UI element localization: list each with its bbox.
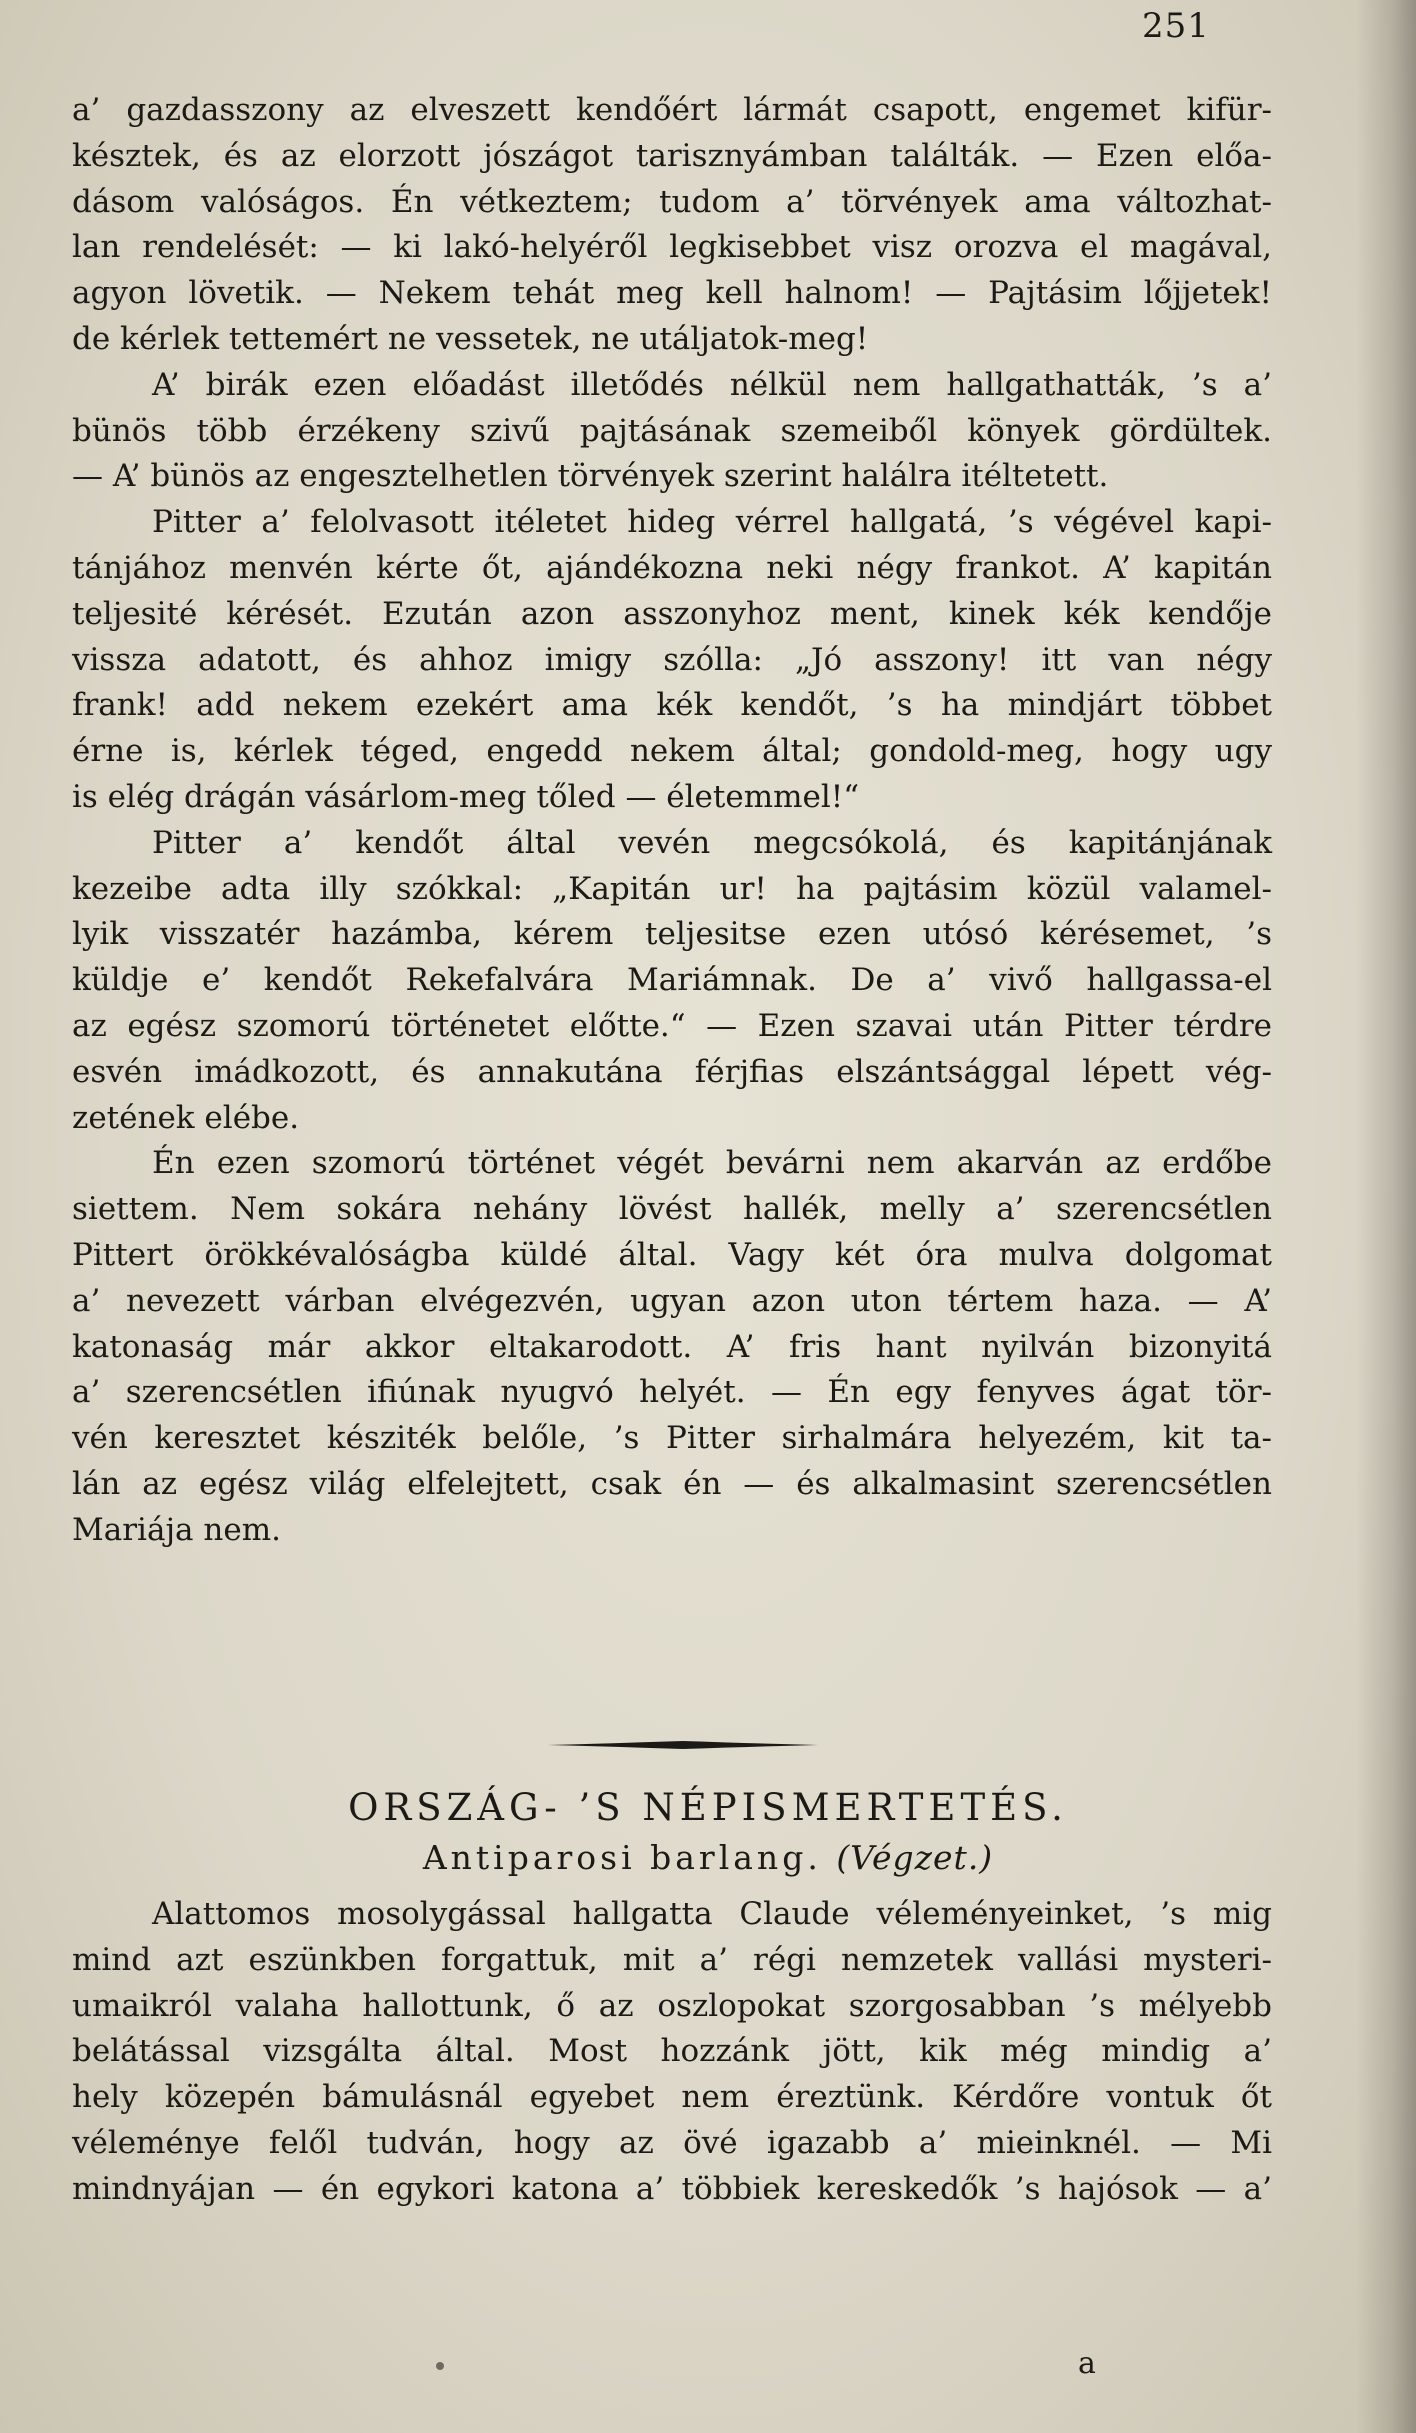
text-line: véleménye felől tudván, hogy az övé igazabb a’ mieinknél. — Mi <box>72 2124 1272 2161</box>
text-line: a’ nevezett várban elvégezvén, ugyan azon uton tértem haza. — A’ <box>72 1282 1272 1319</box>
text-line: siettem. Nem sokára nehány lövést hallék, melly a’ szerencsétlen <box>72 1191 1272 1228</box>
subtitle-text: Antiparosi barlang. <box>422 1838 822 1877</box>
text-line: késztek, és az elorzott jószágot tarisznyámban találták. — Ezen előa- <box>72 137 1272 174</box>
section-subtitle <box>0 1838 1416 1877</box>
section-body-text <box>72 1892 1272 2213</box>
text-line: de kérlek tettemért ne vessetek, ne utáljatok-meg! <box>72 320 869 357</box>
catchword: a <box>1078 2346 1096 2381</box>
text-line: Pitter a’ felolvasott itéletet hideg vérrel hallgatá, ’s végével kapi- <box>152 504 1272 541</box>
text-line: A’ birák ezen előadást illetődés nélkül nem hallgathatták, ’s a’ <box>152 366 1272 403</box>
text-line: az egész szomorú történetet előtte.“ — Ezen szavai után Pitter térdre <box>72 1007 1272 1044</box>
text-line: lán az egész világ elfelejtett, csak én — és alkalmasint szerencsétlen <box>72 1465 1272 1502</box>
text-line: bünös több érzékeny szivű pajtásának szemeiből könyek gördültek. <box>72 412 1272 449</box>
text-line: belátással vizsgálta által. Most hozzánk jött, kik még mindig a’ <box>72 2033 1272 2070</box>
text-line: vissza adatott, és ahhoz imigy szólla: „Jó asszony! itt van négy <box>72 641 1272 678</box>
text-line: Én ezen szomorú történet végét bevárni nem akarván az erdőbe <box>152 1145 1272 1182</box>
text-line: Pitter a’ kendőt által vevén megcsókolá, és kapitánjának <box>152 824 1272 861</box>
text-line: hely közepén bámulásnál egyebet nem éreztünk. Kérdőre vontuk őt <box>72 2079 1272 2116</box>
page-number: 251 <box>1142 6 1210 46</box>
text-line: Pittert örökkévalóságba küldé által. Vagy két óra mulva dolgomat <box>72 1236 1272 1273</box>
text-line: lyik visszatér hazámba, kérem teljesitse ezen utósó kérésemet, ’s <box>72 916 1272 953</box>
text-line: Alattomos mosolygással hallgatta Claude véleményeinket, ’s mig <box>152 1896 1272 1932</box>
text-line: esvén imádkozott, és annakutána férjfias elszántsággal lépett vég- <box>72 1053 1272 1090</box>
text-line: agyon lövetik. — Nekem tehát meg kell halnom! — Pajtásim lőjjetek! <box>72 275 1272 312</box>
text-line: tánjához menvén kérte őt, ajándékozna neki négy frankot. A’ kapitán <box>72 549 1272 586</box>
section-title: ORSZÁG- ’S NÉPISMERTETÉS. <box>348 1786 1068 1829</box>
text-line: — A’ bünös az engesztelhetlen törvények szerint halálra itéltetett. <box>72 458 1109 495</box>
page-edge-shadow <box>1356 0 1416 2433</box>
text-line: lan rendelését: — ki lakó-helyéről legkisebbet visz orozva el magával, <box>72 229 1272 266</box>
text-line: a’ gazdasszony az elveszett kendőért lármát csapott, engemet kifür- <box>72 92 1272 128</box>
text-line: Mariája nem. <box>72 1511 281 1548</box>
text-line: a’ szerencsétlen ifiúnak nyugvó helyét. — Én egy fenyves ágat tör- <box>72 1374 1272 1411</box>
text-line: teljesité kérését. Ezután azon asszonyhoz ment, kinek kék kendője <box>72 595 1272 632</box>
text-line: vén keresztet késziték belőle, ’s Pitter sirhalmára helyezém, kit ta- <box>72 1420 1272 1457</box>
text-line: küldje e’ kendőt Rekefalvára Mariámnak. De a’ vivő hallgassa-el <box>72 962 1272 999</box>
section-divider-rule <box>548 1740 818 1750</box>
text-line: érne is, kérlek téged, engedd nekem által; gondold-meg, hogy ugy <box>72 733 1272 770</box>
text-line: kezeibe adta illy szókkal: „Kapitán ur! ha pajtásim közül valamel- <box>72 870 1272 907</box>
ink-dot-mark <box>436 2362 444 2370</box>
text-line: dásom valóságos. Én vétkeztem; tudom a’ törvények ama változhat- <box>72 183 1272 220</box>
text-line: is elég drágán vásárlom-meg tőled — életemmel!“ <box>72 778 860 815</box>
subtitle-note: (Végzet.) <box>836 1838 994 1877</box>
continued-story-text <box>72 88 1272 1554</box>
text-line: frank! add nekem ezekért ama kék kendőt, ’s ha mindjárt többet <box>72 687 1272 724</box>
text-line: mindnyájan — én egykori katona a’ többiek kereskedők ’s hajósok — a’ <box>72 2170 1272 2207</box>
text-line: mind azt eszünkben forgattuk, mit a’ régi nemzetek vallási mysteri- <box>72 1941 1272 1978</box>
text-line: katonaság már akkor eltakarodott. A’ fris hant nyilván bizonyitá <box>72 1328 1272 1365</box>
text-line: umaikról valaha hallottunk, ő az oszlopokat szorgosabban ’s mélyebb <box>72 1987 1272 2024</box>
text-line: zetének elébe. <box>72 1099 300 1136</box>
